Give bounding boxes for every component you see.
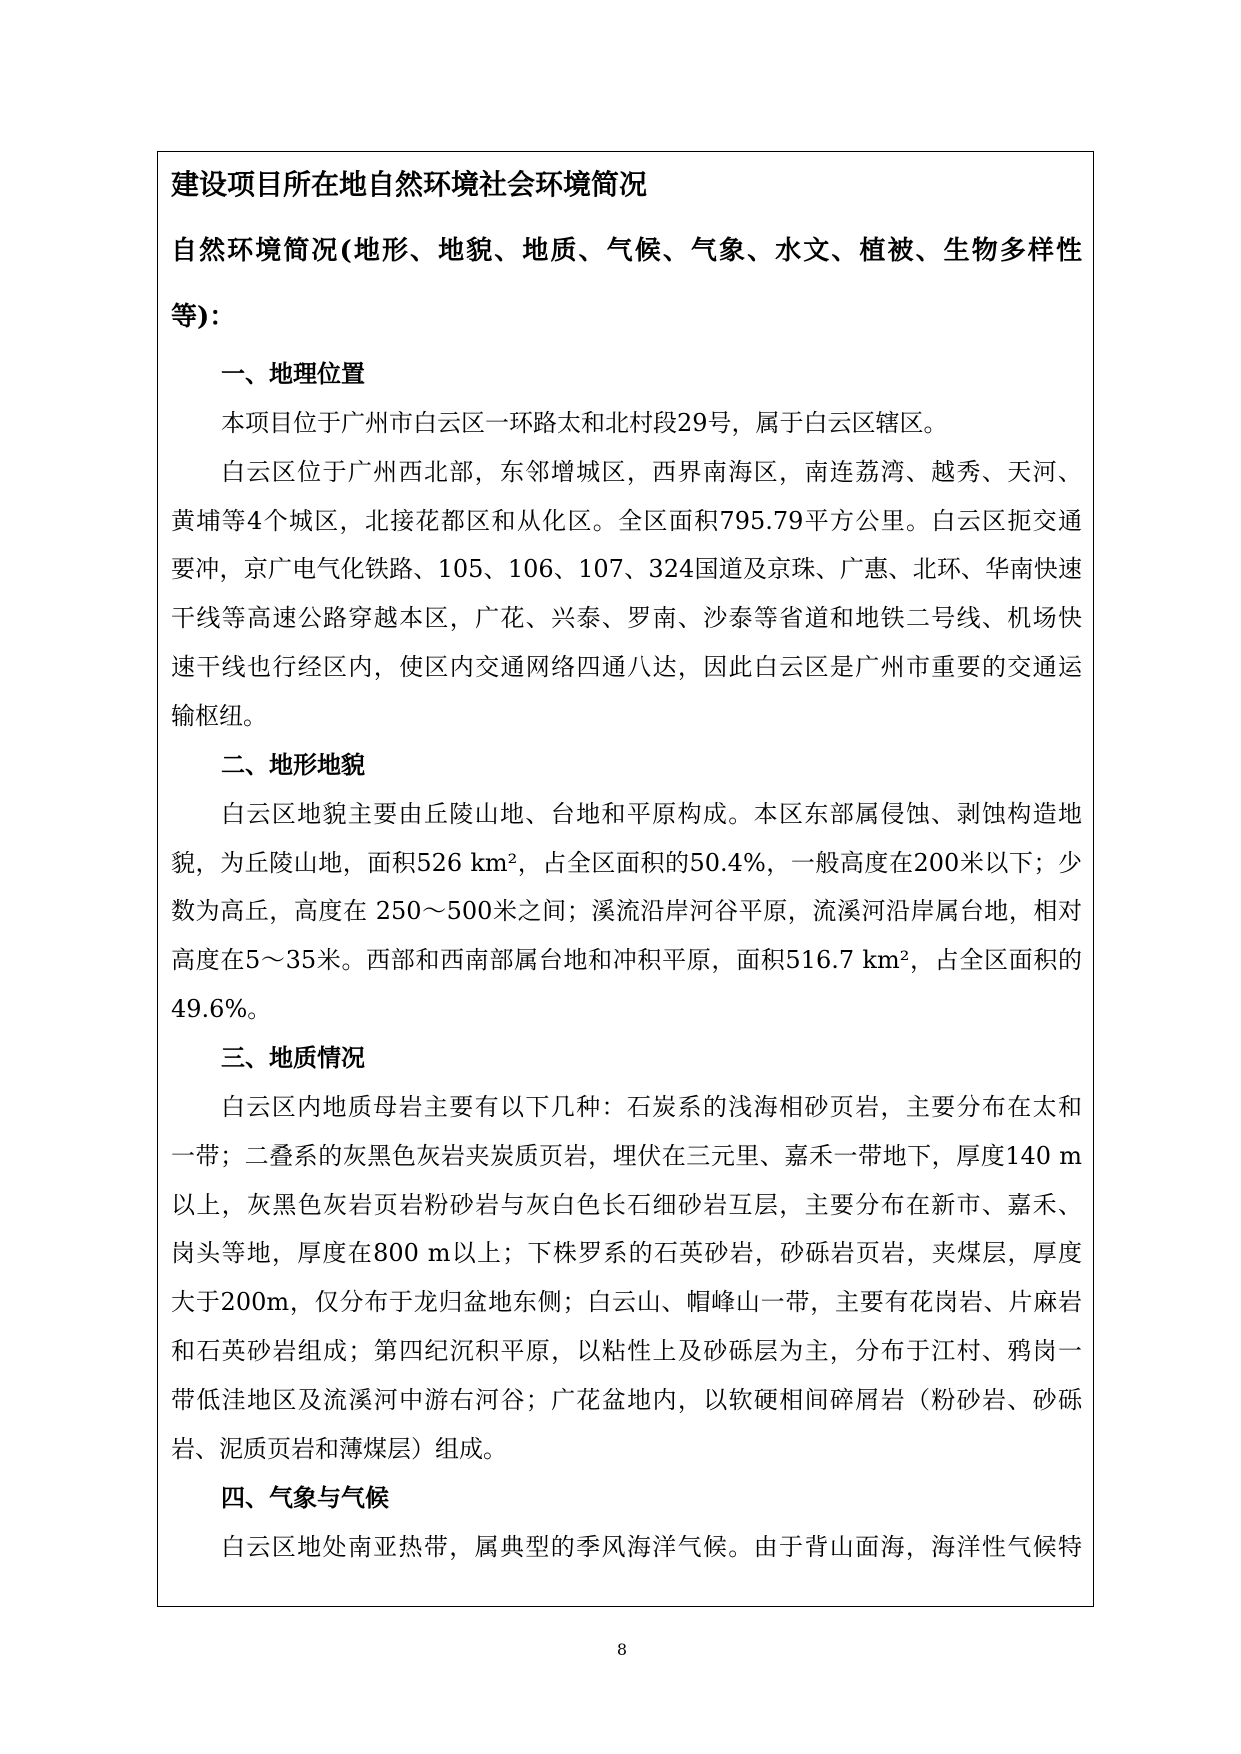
document-body bbox=[171, 152, 1082, 1571]
paragraph-line: 带低洼地区及流溪河中游右河谷；广花盆地内，以软硬相间碎屑岩（粉砂岩、砂砾 bbox=[171, 1386, 1082, 1415]
section-heading: 一、地理位置 bbox=[221, 359, 365, 388]
paragraph-line: 貌，为丘陵山地，面积526 km²，占全区面积的50.4%，一般高度在200米以下；少 bbox=[171, 848, 1082, 877]
paragraph-line: 高度在5～35米。西部和西南部属台地和冲积平原，面积516.7 km²，占全区面积的 bbox=[171, 946, 1082, 975]
section-heading: 二、地形地貌 bbox=[221, 749, 365, 779]
content-box bbox=[157, 151, 1094, 1607]
section-heading: 四、气象与气候 bbox=[221, 1482, 389, 1512]
paragraph-line: 和石英砂岩组成；第四纪沉积平原，以粘性上及砂砾层为主，分布于江村、鸦岗一 bbox=[171, 1337, 1082, 1366]
section-heading: 三、地质情况 bbox=[221, 1043, 365, 1073]
paragraph-line: 黄埔等4个城区，北接花都区和从化区。全区面积795.79平方公里。白云区扼交通 bbox=[171, 506, 1082, 535]
paragraph-line: 要冲，京广电气化铁路、105、106、107、324国道及京珠、广惠、北环、华南快速 bbox=[171, 555, 1082, 584]
paragraph-line: 白云区地貌主要由丘陵山地、台地和平原构成。本区东部属侵蚀、剥蚀构造地 bbox=[221, 799, 1082, 828]
subtitle-line: 等)： bbox=[171, 302, 236, 332]
paragraph-line: 岩、泥质页岩和薄煤层）组成。 bbox=[171, 1434, 507, 1463]
paragraph-line: 岗头等地，厚度在800 m以上；下株罗系的石英砂岩，砂砾岩页岩，夹煤层，厚度 bbox=[171, 1239, 1082, 1268]
paragraph-line: 白云区位于广州西北部，东邻增城区，西界南海区，南连荔湾、越秀、天河、 bbox=[221, 457, 1082, 486]
paragraph-line: 干线等高速公路穿越本区，广花、兴泰、罗南、沙泰等省道和地铁二号线、机场快 bbox=[171, 604, 1082, 633]
paragraph-line: 白云区地处南亚热带，属典型的季风海洋气候。由于背山面海，海洋性气候特 bbox=[221, 1532, 1082, 1561]
paragraph-line: 一带；二叠系的灰黑色灰岩夹炭质页岩，埋伏在三元里、嘉禾一带地下，厚度140 m bbox=[171, 1141, 1082, 1170]
subtitle-line: 自然环境简况(地形、地貌、地质、气候、气象、水文、植被、生物多样性 bbox=[171, 236, 1082, 266]
paragraph-line: 速干线也行经区内，使区内交通网络四通八达，因此白云区是广州市重要的交通运 bbox=[171, 653, 1082, 682]
paragraph-line: 白云区内地质母岩主要有以下几种：石炭系的浅海相砂页岩，主要分布在太和 bbox=[221, 1092, 1082, 1121]
paragraph-line: 以上，灰黑色灰岩页岩粉砂岩与灰白色长石细砂岩互层，主要分布在新市、嘉禾、 bbox=[171, 1190, 1082, 1219]
paragraph-line: 数为高丘，高度在 250～500米之间；溪流沿岸河谷平原，流溪河沿岸属台地，相对 bbox=[171, 897, 1082, 926]
paragraph-line: 本项目位于广州市白云区一环路太和北村段29号，属于白云区辖区。 bbox=[221, 408, 948, 437]
document-title: 建设项目所在地自然环境社会环境简况 bbox=[171, 168, 648, 201]
page-number: 8 bbox=[616, 1640, 628, 1659]
paragraph-line: 大于200m，仅分布于龙归盆地东侧；白云山、帽峰山一带，主要有花岗岩、片麻岩 bbox=[171, 1288, 1082, 1317]
paragraph-line: 输枢纽。 bbox=[171, 702, 267, 731]
paragraph-line: 49.6%。 bbox=[171, 995, 272, 1024]
